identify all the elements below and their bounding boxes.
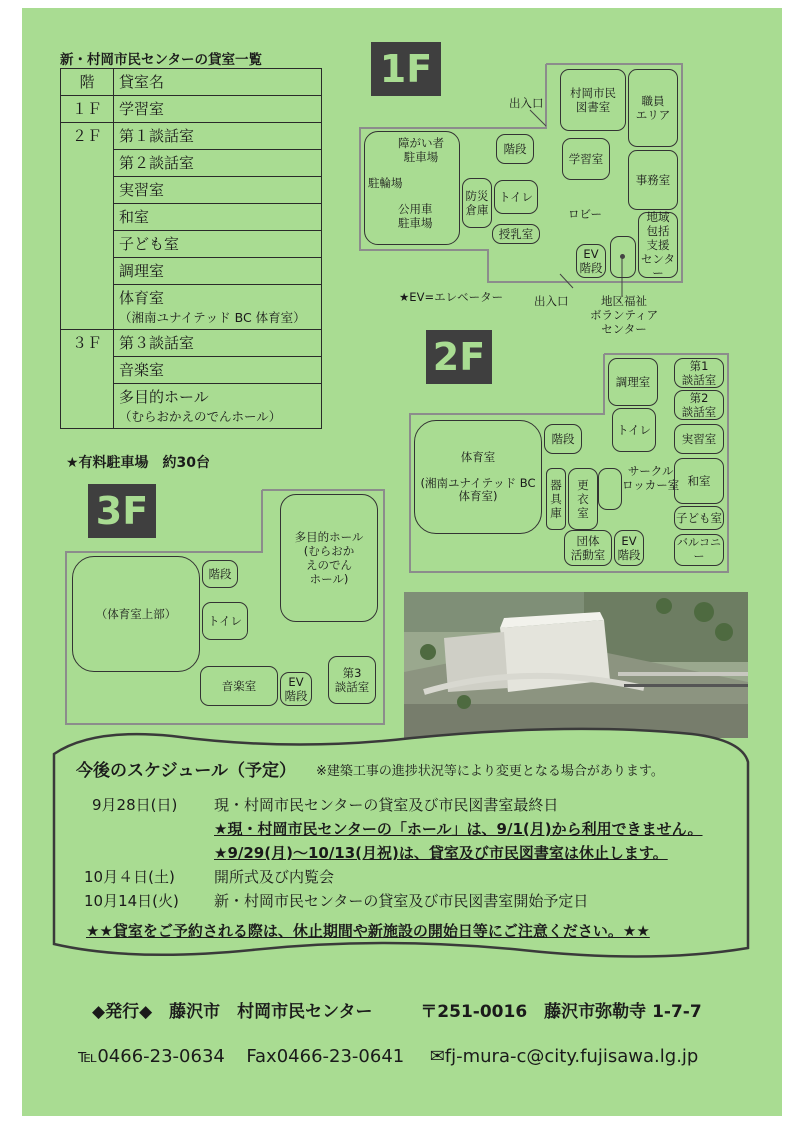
schedule-text: 現・村岡市民センターの貸室及び市民図書室最終日 bbox=[214, 796, 559, 814]
building-aerial-photo bbox=[404, 592, 748, 738]
tel: ℡0466-23-0634 bbox=[78, 1046, 225, 1067]
staff-area: 職員 エリア bbox=[628, 69, 678, 147]
locker-room bbox=[598, 468, 622, 510]
room-cell: 第３談話室 bbox=[114, 330, 322, 357]
email-link[interactable]: ✉fj-mura-c@city.fujisawa.lg.jp bbox=[429, 1046, 699, 1067]
toilet-2f: トイレ bbox=[612, 408, 656, 452]
room-cell: 音楽室 bbox=[114, 357, 322, 384]
talk-room-1: 第1 談話室 bbox=[674, 358, 724, 388]
schedule-text: ★9/29(月)～10/13(月祝)は、貸室及び市民図書室は休止します。 bbox=[214, 844, 668, 862]
schedule-text: 新・村岡市民センターの貸室及び市民図書室開始予定日 bbox=[214, 892, 589, 910]
toilet-1f: トイレ bbox=[494, 180, 538, 214]
talk-room-2: 第2 談話室 bbox=[674, 390, 724, 420]
room-cell: 和室 bbox=[114, 204, 322, 231]
entrance-top-label: 出入口 bbox=[509, 96, 544, 110]
room-cell: 調理室 bbox=[114, 258, 322, 285]
schedule-date: 10月14日(火) bbox=[84, 892, 179, 910]
bicycle-parking-label: 駐輪場 bbox=[368, 176, 403, 190]
locker-label: サークル ロッカー室 bbox=[622, 464, 680, 492]
floor-cell: ２Ｆ bbox=[61, 123, 114, 150]
community-center: 地域 包括 支援 センター bbox=[638, 212, 678, 278]
room-subname: （湘南ユナイテッド BC 体育室） bbox=[119, 310, 306, 325]
gym-room: 体育室 (湘南ユナイテッド BC 体育室) bbox=[414, 420, 542, 534]
schedule-date: 10月４日(土) bbox=[84, 868, 175, 886]
balcony: バルコニー bbox=[674, 534, 724, 566]
public-parking-label: 公用車 駐車場 bbox=[398, 202, 433, 230]
room-name: 体育室 bbox=[119, 289, 165, 307]
changing-room: 更 衣 室 bbox=[568, 468, 598, 530]
practice-room: 実習室 bbox=[674, 424, 724, 454]
library-room: 村岡市民 図書室 bbox=[560, 69, 626, 131]
volunteer-label: 地区福祉 ボランティア センター bbox=[590, 294, 659, 336]
header-floor: 階 bbox=[61, 69, 114, 96]
issuer-line bbox=[92, 997, 702, 1022]
schedule-date: 9月28日(日) bbox=[92, 796, 178, 814]
parking-note: ★有料駐車場 約30台 bbox=[66, 455, 211, 471]
contact-line bbox=[78, 1046, 698, 1067]
floor-1-badge: 1F bbox=[371, 42, 441, 96]
talk-room-3: 第3 談話室 bbox=[328, 656, 376, 704]
schedule-notice: ★★貸室をご予約される際は、休止期間や新施設の開始日等にご注意ください。★★ bbox=[86, 922, 650, 940]
address: 〒251-0016 藤沢市弥勒寺 1-7-7 bbox=[420, 1002, 702, 1022]
schedule-note: ※建築工事の進捗状況等により変更となる場合があります。 bbox=[316, 764, 664, 779]
ev-stairs-1f: EV 階段 bbox=[576, 244, 606, 278]
fax: Fax0466-23-0641 bbox=[246, 1046, 405, 1067]
header-room: 貸室名 bbox=[114, 69, 322, 96]
room-table-title: 新・村岡市民センターの貸室一覧 bbox=[60, 52, 262, 68]
nursing-room: 授乳室 bbox=[492, 224, 540, 244]
schedule-text: ★現・村岡市民センターの「ホール」は、9/1(月)から利用できません。 bbox=[214, 820, 703, 838]
ev-stairs-3f: EV 階段 bbox=[280, 672, 312, 706]
japanese-room: 和室 bbox=[674, 458, 724, 504]
room-cell: 学習室 bbox=[114, 96, 322, 123]
schedule-heading: 今後のスケジュール（予定） bbox=[76, 761, 296, 781]
storage-room: 防災 倉庫 bbox=[462, 178, 492, 228]
kids-room: 子ども室 bbox=[674, 506, 724, 530]
office-room: 事務室 bbox=[628, 150, 678, 210]
multipurpose-hall: 多目的ホール (むらおか えのでん ホール) bbox=[280, 494, 378, 622]
floor-cell: ３Ｆ bbox=[61, 330, 114, 357]
toilet-3f: トイレ bbox=[202, 602, 248, 640]
ev-stairs-2f: EV 階段 bbox=[614, 530, 644, 566]
room-subname: （むらおかえのでんホール） bbox=[119, 409, 282, 424]
stairs-2f: 階段 bbox=[544, 424, 582, 454]
gym-upper: （体育室上部） bbox=[72, 556, 200, 672]
room-cell: 実習室 bbox=[114, 177, 322, 204]
equipment-room: 器 具 庫 bbox=[546, 468, 566, 530]
cooking-room: 調理室 bbox=[608, 358, 658, 406]
disabled-parking-label: 障がい者 駐車場 bbox=[398, 136, 444, 164]
issuer: ◆発行◆ 藤沢市 村岡市民センター bbox=[92, 1002, 373, 1022]
ev-note: ★EV=エレベーター bbox=[399, 290, 504, 304]
music-room: 音楽室 bbox=[200, 666, 278, 706]
room-cell: 第１談話室 bbox=[114, 123, 322, 150]
entrance-bottom-label: 出入口 bbox=[534, 294, 569, 308]
room-cell: 子ども室 bbox=[114, 231, 322, 258]
study-room: 学習室 bbox=[562, 138, 610, 180]
room-name: 多目的ホール bbox=[119, 388, 209, 406]
schedule-text: 開所式及び内覧会 bbox=[214, 868, 335, 886]
stairs-3f: 階段 bbox=[202, 560, 238, 588]
volunteer-marker bbox=[620, 254, 625, 259]
room-cell: 第２談話室 bbox=[114, 150, 322, 177]
lobby-label: ロビー bbox=[568, 207, 603, 221]
floor-2-badge: 2F bbox=[426, 330, 492, 384]
group-room: 団体 活動室 bbox=[564, 530, 612, 566]
floor-cell: １Ｆ bbox=[61, 96, 114, 123]
floor-3-badge: 3F bbox=[88, 484, 156, 538]
stairs-1f: 階段 bbox=[496, 134, 534, 164]
